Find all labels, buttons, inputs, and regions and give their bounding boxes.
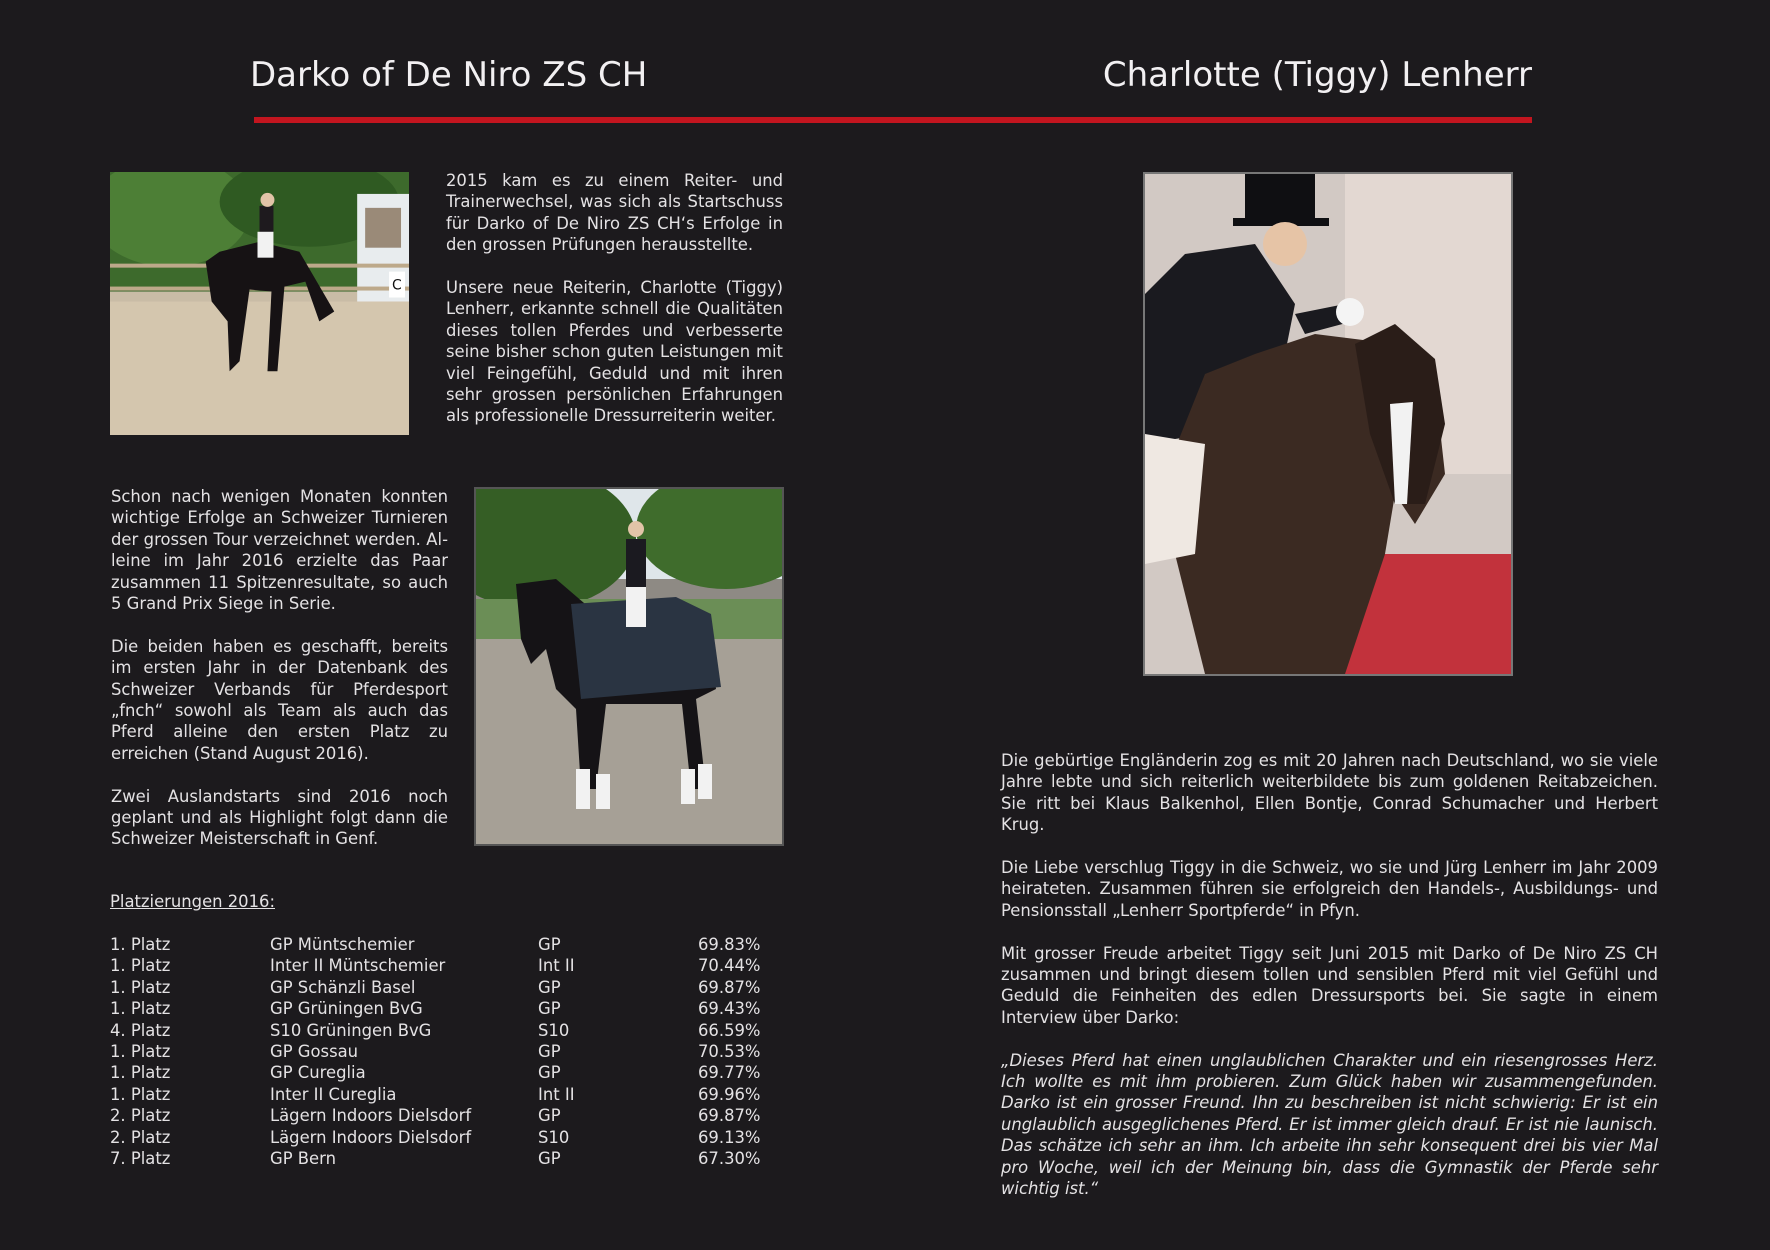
placing-score: 67.30% <box>698 1149 761 1169</box>
placing-score: 69.13% <box>698 1127 761 1147</box>
placing-row <box>110 1062 778 1083</box>
intro-text <box>446 170 783 427</box>
placing-rank: 4. Platz <box>110 1020 171 1040</box>
right-page-title: Charlotte (Tiggy) Lenherr <box>1102 55 1532 95</box>
placings-heading: Platzierungen 2016: <box>110 892 275 911</box>
placing-rank: 2. Platz <box>110 1106 171 1126</box>
placing-row <box>110 1105 778 1126</box>
placing-class: GP <box>538 977 561 997</box>
placing-score: 70.53% <box>698 1042 761 1062</box>
placing-competition: Inter II Cureglia <box>270 1084 397 1104</box>
placing-competition: Inter II Müntschemier <box>270 956 446 976</box>
placing-rank: 1. Platz <box>110 1063 171 1083</box>
photo-dressage-arena <box>110 172 409 435</box>
placing-competition: GP Gossau <box>270 1042 359 1062</box>
arena-letter: C <box>392 277 402 294</box>
left-page-title: Darko of De Niro ZS CH <box>250 55 648 95</box>
placing-class: GP <box>538 999 561 1019</box>
placing-row <box>110 934 778 955</box>
placing-row <box>110 998 778 1019</box>
bio-paragraph-2: Die Liebe verschlug Tiggy in die Schweiz, wo sie und Jürg Lenherr im Jahr 2009 heirateten. Zusammen führen sie erfolgreich den Handels-, Ausbildungs- und Pensionsstall „Lenherr Sportpferde“ in Pfyn. <box>1001 858 1658 920</box>
placing-competition: GP Grüningen BvG <box>270 999 423 1019</box>
photo-rider-portrait <box>1143 172 1513 676</box>
placing-competition: GP Bern <box>270 1149 336 1169</box>
placing-class: Int II <box>538 1084 575 1104</box>
interview-quote: „Dieses Pferd hat einen unglaublichen Charakter und ein riesengrosses Herz. Ich wollte es mit ihm probieren. Zum Glück haben wir zusammengefunden. Darko ist ein grosser Freund. Ihn zu beschreiben ist nicht schwierig: Er ist ein unglaublich ausgeglichenes Pferd. Er ist immer gleich drauf. Er ist nie launisch. Das schätze ich sehr an ihm. Ich arbeite ihn sehr konsequent drei bis vier Mal pro Woche, weil ich der Meinung bin, dass die Gymnastik der Pferde sehr wichtig ist.“ <box>1001 1050 1658 1199</box>
placing-competition: GP Müntschemier <box>270 935 415 954</box>
placing-rank: 1. Platz <box>110 1084 171 1104</box>
placing-competition: GP Schänzli Basel <box>270 977 416 997</box>
placing-score: 69.87% <box>698 1106 761 1126</box>
placing-rank: 7. Platz <box>110 1149 171 1169</box>
bio-paragraph-3: Mit grosser Freude arbeitet Tiggy seit Juni 2015 mit Darko of De Niro ZS CH zusammen und bringt diesem tollen und sensiblen Pferd mit viel Gefühl und Geduld die Feinheiten des edlen Dressursports bei. Sie sagte in einem Interview über Darko: <box>1001 943 1658 1027</box>
placing-score: 66.59% <box>698 1020 761 1040</box>
placing-rank: 1. Platz <box>110 956 171 976</box>
placing-score: 69.87% <box>698 977 761 997</box>
intro-paragraph-2: Unsere neue Reiterin, Charlotte (Tiggy) Lenherr, erkannte schnell die Qualitäten dieses tollen Pferdes und verbesserte seine bisher schon guten Leistungen mit viel Feingefühl, Geduld und mit ihren sehr grossen persönlichen Erfahrungen als professionelle Dressurreiterin weiter. <box>446 278 783 426</box>
placing-rank: 1. Platz <box>110 1042 171 1062</box>
placing-score: 69.43% <box>698 999 761 1019</box>
placing-row <box>110 1148 778 1169</box>
placing-row <box>110 1020 778 1041</box>
placing-class: GP <box>538 1149 561 1169</box>
placing-class: GP <box>538 1063 561 1083</box>
bio-paragraph-1: Die gebürtige Engländerin zog es mit 20 Jahren nach Deutschland, wo sie viele Jahre lebte und sich reiterlich weiterbildete bis zum goldenen Reitabzeichen. Sie ritt bei Klaus Balkenhol, Ellen Bontje, Conrad Schumacher und Herbert Krug. <box>1001 751 1658 835</box>
placing-rank: 1. Platz <box>110 935 171 954</box>
placing-class: S10 <box>538 1127 570 1147</box>
intro-paragraph-1: 2015 kam es zu einem Reiter- und Trainerwechsel, was sich als Startschuss für Darko of De Niro ZS CH‘s Erfolge in den grossen Prüfungen herausstellte. <box>446 171 783 255</box>
success-text <box>111 486 448 850</box>
placing-competition: Lägern Indoors Dielsdorf <box>270 1127 472 1147</box>
placing-rank: 2. Platz <box>110 1127 171 1147</box>
placing-class: GP <box>538 1106 561 1126</box>
placing-score: 69.77% <box>698 1063 761 1083</box>
placing-competition: GP Cureglia <box>270 1063 366 1083</box>
placing-score: 69.83% <box>698 935 761 954</box>
success-paragraph-1: Schon nach wenigen Monaten konnten wichtige Erfolge an Schweizer Turnieren der grossen Tour verzeichnet werden. Alleine im Jahr 2016 erzielte das Paar zusammen 11 Spitzenresultate, so auch 5 Grand Prix Siege in Serie. <box>111 487 448 614</box>
placing-class: GP <box>538 935 561 954</box>
placing-competition: Lägern Indoors Dielsdorf <box>270 1106 472 1126</box>
placing-row <box>110 955 778 976</box>
placing-row <box>110 977 778 998</box>
placing-class: Int II <box>538 956 575 976</box>
placing-row <box>110 1084 778 1105</box>
placing-row <box>110 1041 778 1062</box>
rider-bio-text <box>1001 750 1658 1199</box>
placing-class: S10 <box>538 1020 570 1040</box>
placing-row <box>110 1127 778 1148</box>
placing-class: GP <box>538 1042 561 1062</box>
photo-horse-blanket <box>474 487 784 846</box>
placing-competition: S10 Grüningen BvG <box>270 1020 432 1040</box>
success-paragraph-2: Die beiden haben es geschafft, bereits im ersten Jahr in der Datenbank des Schweizer Verbands für Pferdesport „fnch“ sowohl als Team als auch das Pferd alleine den ersten Platz zu erreichen (Stand August 2016). <box>111 636 448 763</box>
success-paragraph-3: Zwei Auslandstarts sind 2016 noch geplant und als Highlight folgt dann die Schweizer Meisterschaft in Genf. <box>111 786 448 849</box>
placing-rank: 1. Platz <box>110 999 171 1019</box>
placing-score: 69.96% <box>698 1084 761 1104</box>
placings-table <box>110 934 778 1169</box>
placing-rank: 1. Platz <box>110 977 171 997</box>
red-divider <box>254 117 1532 123</box>
placing-score: 70.44% <box>698 956 761 976</box>
